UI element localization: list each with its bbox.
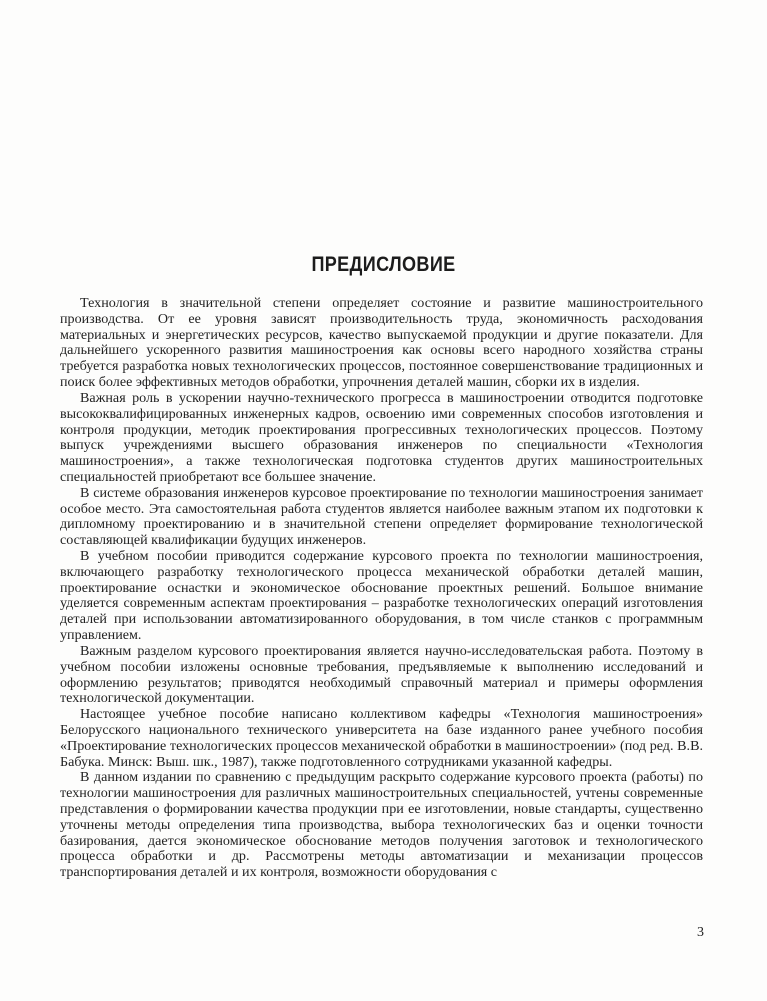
paragraph: Технология в значительной степени определяет состояние и развитие машиностроительного производства. От ее уровня зависят производительность труда, экономичность расходования материальных и энергетических ресурсов, качество выпускаемой продукции и другие показатели. Для дальнейшего ускоренного развития машиностроения как основы всего народного хозяйства страны требуется разработка новых технологических процессов, постоянное совершенствование традиционных и поиск более эффективных методов обработки, упрочнения деталей машин, сборки их в изделия. [60, 295, 703, 391]
paragraph: В учебном пособии приводится содержание курсового проекта по технологии машиностроения, включающего разработку технологического процесса механической обработки деталей машин, проектирование оснастки и экономическое обоснование проектных решений. Большое внимание уделяется современным аспектам проектирования – разработке технологических операций изготовления деталей при использовании автоматизированного оборудования, в том числе станков с программным управлением. [60, 548, 703, 644]
preface-text [60, 296, 703, 881]
paragraph: В данном издании по сравнению с предыдущим раскрыто содержание курсового проекта (работы) по технологии машиностроения для различных машиностроительных специальностей, учтены современные представления о формировании качества продукции при ее изготовлении, новые стандарты, существенно уточнены методы определения типа производства, выбора технологических баз и оценки точности базирования, дается экономическое обоснование методов получения заготовок и технологического процесса обработки и др. Рассмотрены методы автоматизации и механизации процессов транспортирования деталей и их контроля, возможности оборудования с [60, 769, 703, 881]
paragraph: Настоящее учебное пособие написано коллективом кафедры «Технология машиностроения» Белорусского национального технического университета на базе изданного ранее учебного пособия «Проектирование технологических процессов механической обработки в машиностроении» (под ред. В.В. Бабука. Минск: Выш. шк., 1987), также подготовленного сотрудниками указанной кафедры. [60, 706, 703, 770]
paragraph: В системе образования инженеров курсовое проектирование по технологии машиностроения занимает особое место. Эта самостоятельная работа студентов является наиболее важным этапом их подготовки к дипломному проектированию и в значительной степени определяет формирование технологической составляющей квалификации будущих инженеров. [60, 484, 703, 549]
page-title: ПРЕДИСЛОВИЕ [311, 253, 456, 276]
page-number: 3 [697, 925, 704, 940]
paragraph: Важная роль в ускорении научно-технического прогресса в машиностроении отводится подготовке высококвалифицированных инженерных кадров, освоению ими современных способов изготовления и контроля продукции, методик проектирования прогрессивных технологических процессов. Поэтому выпуск учреждениями высшего образования инженеров по специальности «Технология машиностроения», а также технологическая подготовка студентов других машиностроительных специальностей приобретают все большее значение. [60, 389, 703, 485]
paragraph: Важным разделом курсового проектирования является научно-исследовательская работа. Поэтому в учебном пособии изложены основные требования, предъявляемые к выполнению исследований и оформлению результатов; приводятся необходимый справочный материал и примеры оформления технологической документации. [60, 642, 703, 707]
